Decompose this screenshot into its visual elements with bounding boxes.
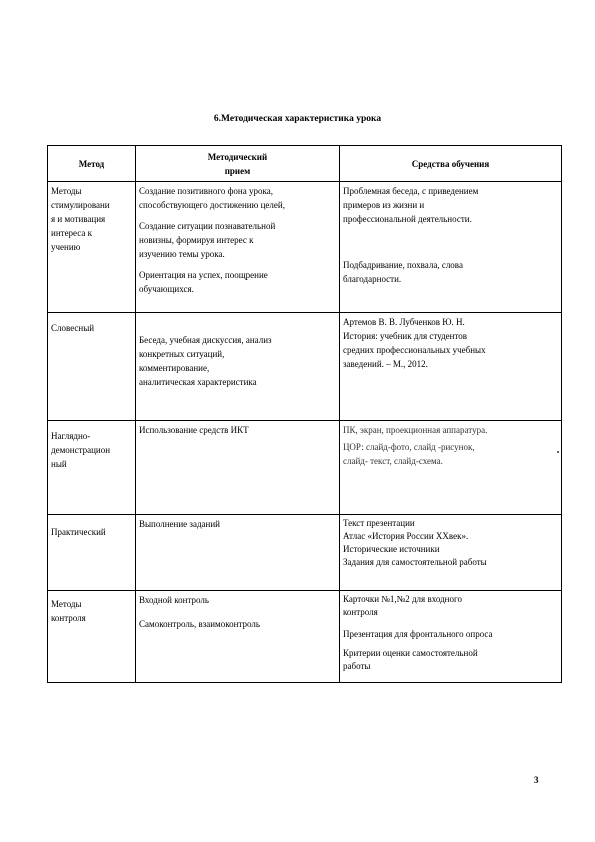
- table-header-row: [48, 146, 562, 182]
- cell-method: Методы стимулировани я и мотивация интереса к учению: [48, 182, 136, 313]
- cell-method: Методы контроля: [48, 591, 136, 683]
- means-paragraph: Карточки №1,№2 для входного контроля: [343, 594, 462, 617]
- cell-means: [340, 591, 562, 683]
- technique-paragraph: Создание позитивного фона урока, способствующего достижению целей,: [139, 186, 285, 210]
- means-paragraph: ЦОР: слайд-фото, слайд -рисунок, слайд- текст, слайд-схема.: [343, 442, 475, 466]
- technique-paragraph: Самоконтроль, взаимоконтроль: [139, 619, 261, 629]
- technique-paragraph: Входной контроль: [139, 595, 209, 605]
- technique-paragraph: Выполнение заданий: [139, 519, 220, 529]
- cell-method: Словесный: [48, 313, 136, 421]
- technique-paragraph: Ориентация на успех, поощрение обучающихся.: [139, 270, 268, 294]
- cell-technique: [136, 421, 340, 515]
- table-row: [48, 515, 562, 591]
- page-number: 3: [534, 775, 539, 785]
- cell-technique: [136, 515, 340, 591]
- means-paragraph: Проблемная беседа, с приведением примеров из жизни и профессиональной деятельности.: [343, 186, 479, 224]
- scan-speck: [557, 451, 559, 453]
- header-technique: Методический прием: [136, 146, 340, 182]
- header-means: Средства обучения: [340, 146, 562, 182]
- means-paragraph: Артемов В. В. Лубченков Ю. Н. История: учебник для студентов средних профессиональных учебных заведений. – М., 2012.: [343, 317, 486, 369]
- cell-means: [340, 515, 562, 591]
- cell-technique: [136, 313, 340, 421]
- cell-means: [340, 421, 562, 515]
- table-row: [48, 313, 562, 421]
- means-paragraph: Текст презентации Атлас «История России XXвек». Исторические источники Задания для самостоятельной работы: [343, 518, 487, 567]
- table-row: [48, 182, 562, 313]
- section-title: 6.Методическая характеристика урока: [213, 114, 382, 124]
- technique-paragraph: Беседа, учебная дискуссия, анализ конкретных ситуаций, комментирование, аналитическая характеристика: [139, 335, 272, 387]
- table-row: [48, 591, 562, 683]
- cell-means: [340, 182, 562, 313]
- cell-technique: [136, 591, 340, 683]
- cell-technique: [136, 182, 340, 313]
- cell-means: [340, 313, 562, 421]
- means-paragraph: Критерии оценки самостоятельной работы: [343, 648, 478, 671]
- table-row: [48, 421, 562, 515]
- technique-paragraph: Использование средств ИКТ: [139, 425, 249, 435]
- cell-method: Наглядно- демонстрацион ный: [48, 421, 136, 515]
- means-paragraph: ПК, экран, проекционная аппаратура.: [343, 425, 488, 435]
- means-paragraph: Презентация для фронтального опроса: [343, 629, 493, 639]
- technique-paragraph: Создание ситуации познавательной новизны, формируя интерес к изучению темы урока.: [139, 221, 276, 259]
- means-paragraph: Подбадривание, похвала, слова благодарности.: [343, 260, 463, 284]
- cell-method: Практический: [48, 515, 136, 591]
- header-method: Метод: [48, 146, 136, 182]
- methods-table: [47, 145, 562, 683]
